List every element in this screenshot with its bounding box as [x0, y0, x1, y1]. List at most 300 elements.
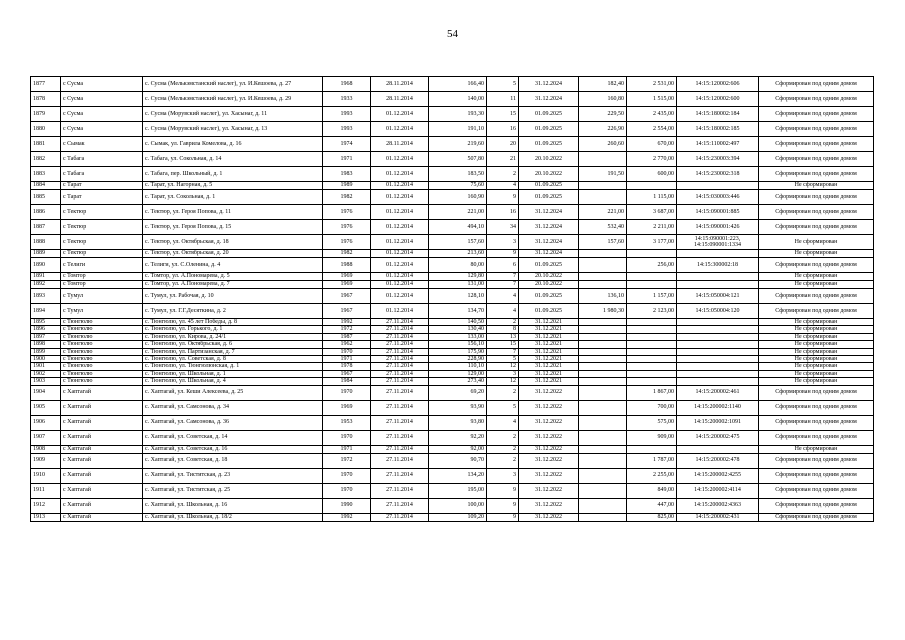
deadline-cell: 31.12.2024	[519, 205, 579, 220]
settlement-cell: с Телиги	[61, 258, 143, 273]
value1-cell	[579, 453, 627, 468]
status-cell: Не сформирован	[759, 356, 874, 363]
count-cell: 2	[487, 319, 519, 326]
area-cell: 494,10	[429, 220, 487, 235]
deadline-cell: 01.09.2025	[519, 182, 579, 190]
table-row	[31, 250, 874, 258]
cadastre-cell: 14:15:030003:446	[677, 190, 759, 205]
row-number: 1905	[31, 400, 61, 415]
value2-cell: 447,00	[627, 498, 677, 513]
date-cell: 28.11.2014	[371, 92, 429, 107]
settlement-cell: с Хаптагай	[61, 415, 143, 430]
cadastre-cell: 14:15:200002:4114	[677, 483, 759, 498]
deadline-cell: 31.12.2024	[519, 77, 579, 92]
deadline-cell: 31.12.2022	[519, 430, 579, 445]
year-cell: 1989	[323, 182, 371, 190]
area-cell: 156,10	[429, 341, 487, 348]
count-cell: 6	[487, 258, 519, 273]
address-cell: с. Хаптагай, ул. Кеши Алексеева, д. 25	[143, 385, 323, 400]
date-cell: 01.12.2014	[371, 152, 429, 167]
value1-cell: 229,50	[579, 107, 627, 122]
cadastre-cell	[677, 250, 759, 258]
status-cell: Не сформирован	[759, 235, 874, 250]
count-cell: 2	[487, 445, 519, 453]
settlement-cell: с Тумул	[61, 289, 143, 304]
value2-cell: 825,00	[627, 513, 677, 521]
address-cell: с. Табага, ул. Сокольная, д. 14	[143, 152, 323, 167]
count-cell: 5	[487, 356, 519, 363]
table-row	[31, 341, 874, 348]
area-cell: 129,80	[429, 273, 487, 281]
count-cell: 34	[487, 220, 519, 235]
status-cell: Не сформирован	[759, 341, 874, 348]
deadline-cell: 31.12.2022	[519, 445, 579, 453]
table-row	[31, 415, 874, 430]
address-cell: с. Сусма (Морувский наслег), ул. Хасынаг, д. 13	[143, 122, 323, 137]
settlement-cell: с Тектюр	[61, 205, 143, 220]
row-number: 1885	[31, 190, 61, 205]
settlement-cell: с Тектюр	[61, 235, 143, 250]
address-cell: с. Тюнгюлю, ул. Партизанская, д. 7	[143, 348, 323, 355]
row-number: 1878	[31, 92, 61, 107]
count-cell: 2	[487, 385, 519, 400]
area-cell: 134,20	[429, 468, 487, 483]
year-cell: 1982	[323, 190, 371, 205]
area-cell: 129,00	[429, 370, 487, 377]
address-cell: с. Сусма (Мелькэмстанский наслег), ул. И.Кешоева, д. 29	[143, 92, 323, 107]
deadline-cell: 31.12.2021	[519, 348, 579, 355]
cadastre-cell	[677, 281, 759, 289]
deadline-cell: 31.12.2021	[519, 356, 579, 363]
cadastre-cell	[677, 445, 759, 453]
date-cell: 27.11.2014	[371, 341, 429, 348]
value1-cell	[579, 281, 627, 289]
value2-cell: 2 255,00	[627, 468, 677, 483]
date-cell: 27.11.2014	[371, 378, 429, 385]
cadastre-cell	[677, 356, 759, 363]
row-number: 1904	[31, 385, 61, 400]
date-cell: 27.11.2014	[371, 498, 429, 513]
count-cell: 7	[487, 281, 519, 289]
status-cell: Сформирован под одним домом	[759, 77, 874, 92]
date-cell: 27.11.2014	[371, 513, 429, 521]
value1-cell: 191,50	[579, 167, 627, 182]
value2-cell: 849,00	[627, 483, 677, 498]
count-cell: 13	[487, 333, 519, 340]
status-cell: Сформирован под одним домом	[759, 498, 874, 513]
settlement-cell: с Тюнгюлю	[61, 333, 143, 340]
deadline-cell: 31.12.2022	[519, 453, 579, 468]
table-row	[31, 513, 874, 521]
count-cell: 8	[487, 326, 519, 333]
count-cell: 9	[487, 498, 519, 513]
address-cell: с. Тюнгюлю, ул. Октябрьская, д. 6	[143, 341, 323, 348]
value2-cell	[627, 182, 677, 190]
value1-cell	[579, 468, 627, 483]
value2-cell: 1 515,00	[627, 92, 677, 107]
date-cell: 27.11.2014	[371, 356, 429, 363]
year-cell: 1953	[323, 415, 371, 430]
year-cell: 1976	[323, 220, 371, 235]
table-row	[31, 220, 874, 235]
date-cell: 01.12.2014	[371, 250, 429, 258]
table-row	[31, 77, 874, 92]
area-cell: 130,40	[429, 326, 487, 333]
cadastre-cell	[677, 333, 759, 340]
area-cell: 140,50	[429, 319, 487, 326]
status-cell: Не сформирован	[759, 378, 874, 385]
status-cell: Не сформирован	[759, 273, 874, 281]
status-cell: Сформирован под одним домом	[759, 167, 874, 182]
settlement-cell: с Табага	[61, 152, 143, 167]
count-cell: 16	[487, 205, 519, 220]
year-cell: 1993	[323, 107, 371, 122]
status-cell: Не сформирован	[759, 281, 874, 289]
settlement-cell: с Тектюр	[61, 220, 143, 235]
address-cell: с. Тюнгюлю, ул. Тюнгюлюнская, д. 1	[143, 363, 323, 370]
value2-cell: 2 554,00	[627, 122, 677, 137]
year-cell: 1976	[323, 235, 371, 250]
area-cell: 93,90	[429, 400, 487, 415]
table-row	[31, 498, 874, 513]
date-cell: 28.11.2014	[371, 137, 429, 152]
table-row	[31, 107, 874, 122]
row-number: 1891	[31, 273, 61, 281]
address-cell: с. Тюнгюлю, ул. Школьная, д. 4	[143, 378, 323, 385]
row-number: 1900	[31, 356, 61, 363]
table-row	[31, 167, 874, 182]
deadline-cell: 20.10.2022	[519, 167, 579, 182]
address-cell: с. Хаптагай, ул. Советская, д. 14	[143, 430, 323, 445]
status-cell: Не сформирован	[759, 250, 874, 258]
cadastre-cell: 14:15:090001:223, 14:15:090001:1334	[677, 235, 759, 250]
cadastre-cell	[677, 341, 759, 348]
area-cell: 219,60	[429, 137, 487, 152]
area-cell: 140,00	[429, 92, 487, 107]
value1-cell	[579, 182, 627, 190]
year-cell: 1988	[323, 258, 371, 273]
status-cell: Сформирован под одним домом	[759, 92, 874, 107]
area-cell: 221,00	[429, 205, 487, 220]
status-cell: Сформирован под одним домом	[759, 483, 874, 498]
deadline-cell: 01.09.2025	[519, 289, 579, 304]
date-cell: 01.12.2014	[371, 182, 429, 190]
date-cell: 27.11.2014	[371, 348, 429, 355]
row-number: 1892	[31, 281, 61, 289]
value1-cell	[579, 370, 627, 377]
date-cell: 01.12.2014	[371, 190, 429, 205]
area-cell: 90,70	[429, 453, 487, 468]
cadastre-cell	[677, 182, 759, 190]
date-cell: 01.12.2014	[371, 107, 429, 122]
deadline-cell: 20.10.2022	[519, 273, 579, 281]
area-cell: 131,00	[429, 281, 487, 289]
deadline-cell: 31.12.2021	[519, 326, 579, 333]
value2-cell: 3 177,00	[627, 235, 677, 250]
address-cell: с. Томтор, ул. А.Пономарева, д. 7	[143, 281, 323, 289]
deadline-cell: 31.12.2021	[519, 363, 579, 370]
area-cell: 110,10	[429, 363, 487, 370]
row-number: 1909	[31, 453, 61, 468]
date-cell: 27.11.2014	[371, 333, 429, 340]
year-cell: 1972	[323, 453, 371, 468]
table-row	[31, 400, 874, 415]
year-cell: 1967	[323, 289, 371, 304]
row-number: 1881	[31, 137, 61, 152]
status-cell: Сформирован под одним домом	[759, 289, 874, 304]
year-cell: 1984	[323, 378, 371, 385]
cadastre-cell: 14:15:230002:318	[677, 167, 759, 182]
table-row	[31, 190, 874, 205]
settlement-cell: с Сусма	[61, 122, 143, 137]
year-cell: 1969	[323, 400, 371, 415]
settlement-cell: с Хаптагай	[61, 385, 143, 400]
count-cell: 15	[487, 341, 519, 348]
year-cell: 1978	[323, 363, 371, 370]
status-cell: Сформирован под одним домом	[759, 415, 874, 430]
value2-cell	[627, 356, 677, 363]
table-row	[31, 182, 874, 190]
cadastre-cell: 14:15:200002:461	[677, 385, 759, 400]
address-cell: с. Томтор, ул. А.Пономарева, д. 5	[143, 273, 323, 281]
cadastre-cell: 14:15:300002:18	[677, 258, 759, 273]
cadastre-cell	[677, 348, 759, 355]
area-cell: 75,60	[429, 182, 487, 190]
year-cell: 1992	[323, 319, 371, 326]
cadastre-cell	[677, 319, 759, 326]
address-cell: с. Хаптагай, ул. Школьная, д. 18/2	[143, 513, 323, 521]
deadline-cell: 01.09.2025	[519, 137, 579, 152]
status-cell: Сформирован под одним домом	[759, 107, 874, 122]
status-cell: Не сформирован	[759, 348, 874, 355]
row-number: 1906	[31, 415, 61, 430]
table-row	[31, 281, 874, 289]
cadastre-cell: 14:15:200002:1140	[677, 400, 759, 415]
table-row	[31, 319, 874, 326]
address-cell: с. Хаптагай, ул. Тиститская, д. 23	[143, 468, 323, 483]
date-cell: 27.11.2014	[371, 363, 429, 370]
value2-cell	[627, 341, 677, 348]
value2-cell: 1 787,00	[627, 453, 677, 468]
housing-table	[30, 76, 874, 522]
value2-cell	[627, 250, 677, 258]
area-cell: 80,00	[429, 258, 487, 273]
date-cell: 01.12.2014	[371, 289, 429, 304]
value2-cell: 670,00	[627, 137, 677, 152]
date-cell: 01.12.2014	[371, 205, 429, 220]
count-cell: 4	[487, 182, 519, 190]
date-cell: 01.12.2014	[371, 122, 429, 137]
address-cell: с. Тумул, ул. Рабочая, д. 10	[143, 289, 323, 304]
deadline-cell: 31.12.2022	[519, 385, 579, 400]
cadastre-cell: 14:15:200002:1091	[677, 415, 759, 430]
address-cell: с. Хаптагай, ул. Самсонова, д. 36	[143, 415, 323, 430]
deadline-cell: 31.12.2024	[519, 250, 579, 258]
count-cell: 3	[487, 235, 519, 250]
count-cell: 3	[487, 468, 519, 483]
cadastre-cell: 14:15:230003:394	[677, 152, 759, 167]
value2-cell: 2 211,00	[627, 220, 677, 235]
date-cell: 27.11.2014	[371, 326, 429, 333]
year-cell: 1970	[323, 468, 371, 483]
count-cell: 9	[487, 483, 519, 498]
count-cell: 2	[487, 167, 519, 182]
settlement-cell: с Тарат	[61, 182, 143, 190]
count-cell: 7	[487, 348, 519, 355]
row-number: 1882	[31, 152, 61, 167]
status-cell: Сформирован под одним домом	[759, 400, 874, 415]
row-number: 1883	[31, 167, 61, 182]
count-cell: 11	[487, 92, 519, 107]
cadastre-cell	[677, 370, 759, 377]
area-cell: 92,20	[429, 430, 487, 445]
count-cell: 12	[487, 363, 519, 370]
table-row	[31, 348, 874, 355]
cadastre-cell: 14:15:120002:606	[677, 77, 759, 92]
status-cell: Сформирован под одним домом	[759, 258, 874, 273]
address-cell: с. Тюнгюлю, ул. Школьная, д. 1	[143, 370, 323, 377]
area-cell: 183,50	[429, 167, 487, 182]
count-cell: 7	[487, 273, 519, 281]
table-row	[31, 385, 874, 400]
date-cell: 27.11.2014	[371, 370, 429, 377]
status-cell: Сформирован под одним домом	[759, 190, 874, 205]
year-cell: 1969	[323, 273, 371, 281]
date-cell: 01.12.2014	[371, 273, 429, 281]
cadastre-cell	[677, 273, 759, 281]
year-cell: 1974	[323, 137, 371, 152]
value1-cell	[579, 430, 627, 445]
value2-cell	[627, 319, 677, 326]
address-cell: с. Тюнгюлю, ул. Советская, д. 8	[143, 356, 323, 363]
status-cell: Не сформирован	[759, 319, 874, 326]
area-cell: 273,40	[429, 378, 487, 385]
address-cell: с. Тектюр, ул. Героя Попова, д. 11	[143, 205, 323, 220]
date-cell: 27.11.2014	[371, 445, 429, 453]
value2-cell: 1 867,00	[627, 385, 677, 400]
row-number: 1890	[31, 258, 61, 273]
value2-cell	[627, 370, 677, 377]
value2-cell: 256,00	[627, 258, 677, 273]
area-cell: 175,90	[429, 348, 487, 355]
year-cell: 1990	[323, 498, 371, 513]
value2-cell: 1 157,00	[627, 289, 677, 304]
value2-cell: 2 123,00	[627, 304, 677, 319]
table-row	[31, 483, 874, 498]
value2-cell	[627, 445, 677, 453]
value1-cell: 226,90	[579, 122, 627, 137]
settlement-cell: с Хаптагай	[61, 498, 143, 513]
table-row	[31, 122, 874, 137]
year-cell: 1987	[323, 333, 371, 340]
value2-cell: 3 687,00	[627, 205, 677, 220]
count-cell: 5	[487, 400, 519, 415]
row-number: 1908	[31, 445, 61, 453]
address-cell: с. Хаптагай, ул. Школьная, д. 16	[143, 498, 323, 513]
year-cell: 1970	[323, 483, 371, 498]
settlement-cell: с Тюнгюлю	[61, 348, 143, 355]
row-number: 1893	[31, 289, 61, 304]
address-cell: с. Тарат, ул. Сокольная, д. 1	[143, 190, 323, 205]
table-row	[31, 235, 874, 250]
table-row	[31, 430, 874, 445]
area-cell: 69,20	[429, 385, 487, 400]
settlement-cell: с Тюнгюлю	[61, 378, 143, 385]
table-row	[31, 445, 874, 453]
status-cell: Сформирован под одним домом	[759, 220, 874, 235]
area-cell: 128,10	[429, 289, 487, 304]
count-cell: 9	[487, 190, 519, 205]
value2-cell: 909,00	[627, 430, 677, 445]
area-cell: 157,60	[429, 235, 487, 250]
count-cell: 4	[487, 304, 519, 319]
value1-cell	[579, 445, 627, 453]
value2-cell: 1 115,00	[627, 190, 677, 205]
cadastre-cell	[677, 363, 759, 370]
deadline-cell: 31.12.2022	[519, 400, 579, 415]
cadastre-cell: 14:15:200002:475	[677, 430, 759, 445]
address-cell: с. Тюнгюлю, ул. 45 лет Победы, д. 8	[143, 319, 323, 326]
deadline-cell: 31.12.2024	[519, 92, 579, 107]
row-number: 1887	[31, 220, 61, 235]
value1-cell	[579, 258, 627, 273]
cadastre-cell: 14:15:050004:121	[677, 289, 759, 304]
deadline-cell: 31.12.2021	[519, 378, 579, 385]
deadline-cell: 31.12.2022	[519, 498, 579, 513]
deadline-cell: 31.12.2021	[519, 341, 579, 348]
count-cell: 5	[487, 77, 519, 92]
table-row	[31, 326, 874, 333]
date-cell: 01.12.2014	[371, 167, 429, 182]
value1-cell	[579, 356, 627, 363]
settlement-cell: с Тюнгюлю	[61, 326, 143, 333]
settlement-cell: с Тюнгюлю	[61, 363, 143, 370]
table-row	[31, 370, 874, 377]
address-cell: с. Сусма (Морувский наслег), ул. Хасынаг, д. 11	[143, 107, 323, 122]
status-cell: Не сформирован	[759, 363, 874, 370]
value1-cell	[579, 190, 627, 205]
year-cell: 1969	[323, 281, 371, 289]
status-cell: Не сформирован	[759, 333, 874, 340]
value1-cell	[579, 348, 627, 355]
status-cell: Сформирован под одним домом	[759, 304, 874, 319]
status-cell: Не сформирован	[759, 445, 874, 453]
value1-cell: 1 980,30	[579, 304, 627, 319]
area-cell: 92,00	[429, 445, 487, 453]
status-cell: Сформирован под одним домом	[759, 468, 874, 483]
count-cell: 12	[487, 378, 519, 385]
value1-cell	[579, 341, 627, 348]
deadline-cell: 31.12.2022	[519, 468, 579, 483]
count-cell: 15	[487, 107, 519, 122]
cadastre-cell	[677, 378, 759, 385]
table-row	[31, 289, 874, 304]
table-row	[31, 304, 874, 319]
address-cell: с. Хаптагай, ул. Советская, д. 16	[143, 445, 323, 453]
value1-cell: 532,40	[579, 220, 627, 235]
cadastre-cell: 14:15:200002:478	[677, 453, 759, 468]
cadastre-cell: 14:15:090001:426	[677, 220, 759, 235]
date-cell: 27.11.2014	[371, 483, 429, 498]
status-cell: Сформирован под одним домом	[759, 453, 874, 468]
address-cell: с. Хаптагай, ул. Самсонова, д. 34	[143, 400, 323, 415]
row-number: 1884	[31, 182, 61, 190]
deadline-cell: 31.12.2024	[519, 235, 579, 250]
settlement-cell: с Табага	[61, 167, 143, 182]
deadline-cell: 01.09.2025	[519, 304, 579, 319]
settlement-cell: с Тумул	[61, 304, 143, 319]
status-cell: Сформирован под одним домом	[759, 430, 874, 445]
